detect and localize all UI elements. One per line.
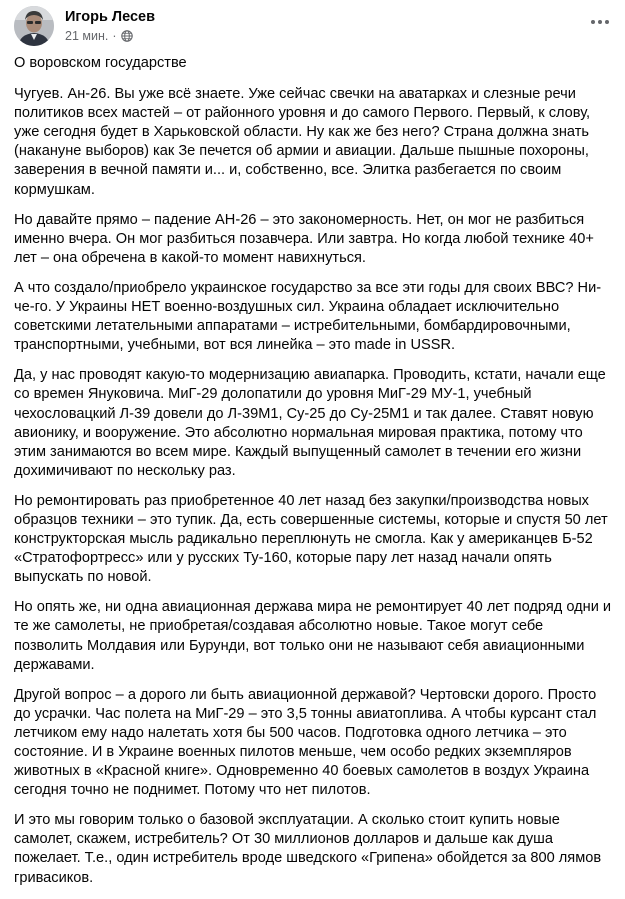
post-paragraph: Другой вопрос – а дорого ли быть авиационной державой? Чертовски дорого. Просто до усрачки. Час полета на МиГ-29 – это 3,5 тонны авиатоплива. А чтобы курсант стал летчиком ему надо налетать хотя бы 500 часов. Подготовка одного летчика – это состояние. И в Украине военных пилотов меньше, чем особо редких экземпляров животных в «Красной книге». Одновременно 40 боевых самолетов в воздух Украина сегодня точно не поднимет. Потому что нет пилотов. bbox=[14, 686, 597, 799]
globe-icon[interactable] bbox=[121, 30, 133, 42]
more-dots-icon[interactable] bbox=[586, 12, 614, 32]
post-content bbox=[14, 54, 616, 899]
avatar[interactable] bbox=[14, 6, 54, 46]
post-timestamp[interactable]: 21 мин. bbox=[65, 29, 109, 43]
post-paragraph: Чугуев. Ан-26. Вы уже всё знаете. Уже сейчас свечки на аватарках и слезные речи политиков всех мастей – от районного уровня и до самого Первого. Первый, к слову, уже сегодня будет в Харьковской области. Ну как же без него? Страна должна знать (накануне выборов) как Зе печется об армии и авиации. Дальше пышные похороны, заверения в вечной памяти и... и, собственно, все. Элитка разбегается по своим кормушкам. bbox=[14, 86, 591, 198]
post-paragraph: А что создало/приобрело украинское государство за все эти годы для своих ВВС? Ни-че-го. У Украины НЕТ военно-воздушных сил. Украина обладает исключительно советскими летательными аппаратами – истребительными, бомбардировочными, транспортными, учебными, вот вся линейка – это made in USSR. bbox=[14, 279, 602, 354]
avatar-photo bbox=[14, 6, 54, 46]
meta-separator: · bbox=[112, 29, 117, 43]
post-meta bbox=[65, 29, 133, 43]
post-paragraph: Да, у нас проводят какую-то модернизацию авиапарка. Проводить, кстати, начали еще со времен Януковича. МиГ-29 долопатили до уровня МиГ-29 МУ-1, учебный чехословацкий Л-39 довели до Л-39М1, Су-25 до Су-25М1 и так далее. Ставят новую авионику, и вооружение. Это абсолютно нормальная мировая практика, потому что этим занимаются во всем мире. Каждый выпущенный самолет в течении его жизни дохимичивают по нескольку раз. bbox=[14, 367, 606, 479]
post-header bbox=[14, 6, 614, 46]
post-paragraph: И это мы говорим только о базовой эксплуатации. А сколько стоит купить новые самолет, скажем, истребитель? От 30 миллионов долларов и дальше как душа пожелает. Т.е., один истребитель вроде шведского «Грипена» обойдется за 800 лямов гривасиков. bbox=[14, 812, 602, 886]
author-name[interactable]: Игорь Лесев bbox=[65, 9, 156, 25]
post-paragraph: Но ремонтировать раз приобретенное 40 лет назад без закупки/производства новых образцов техники – это тупик. Да, есть совершенные системы, которые и спустя 50 лет конструкторская мысль радикально переплюнуть не смогла. Как у американцев Б-52 «Стратофортресс» или у русских Ту-160, которые пару лет назад начали опять выпускать по новой. bbox=[14, 492, 608, 586]
post-paragraph: Но опять же, ни одна авиационная держава мира не ремонтирует 40 лет подряд одни и те же самолеты, не приобретая/создавая абсолютно новые. Такое могут себе позволить Молдавия или Бурунди, вот только они не называют себя авиационными державами. bbox=[14, 599, 612, 673]
post-title: О воровском государстве bbox=[14, 55, 187, 71]
post-paragraph: Но давайте прямо – падение АН-26 – это закономерность. Нет, он мог не разбиться именно вчера. Он мог разбиться позавчера. Или завтра. Но когда любой технике 40+ лет – она обречена в какой-то момент навихнуться. bbox=[14, 211, 594, 266]
